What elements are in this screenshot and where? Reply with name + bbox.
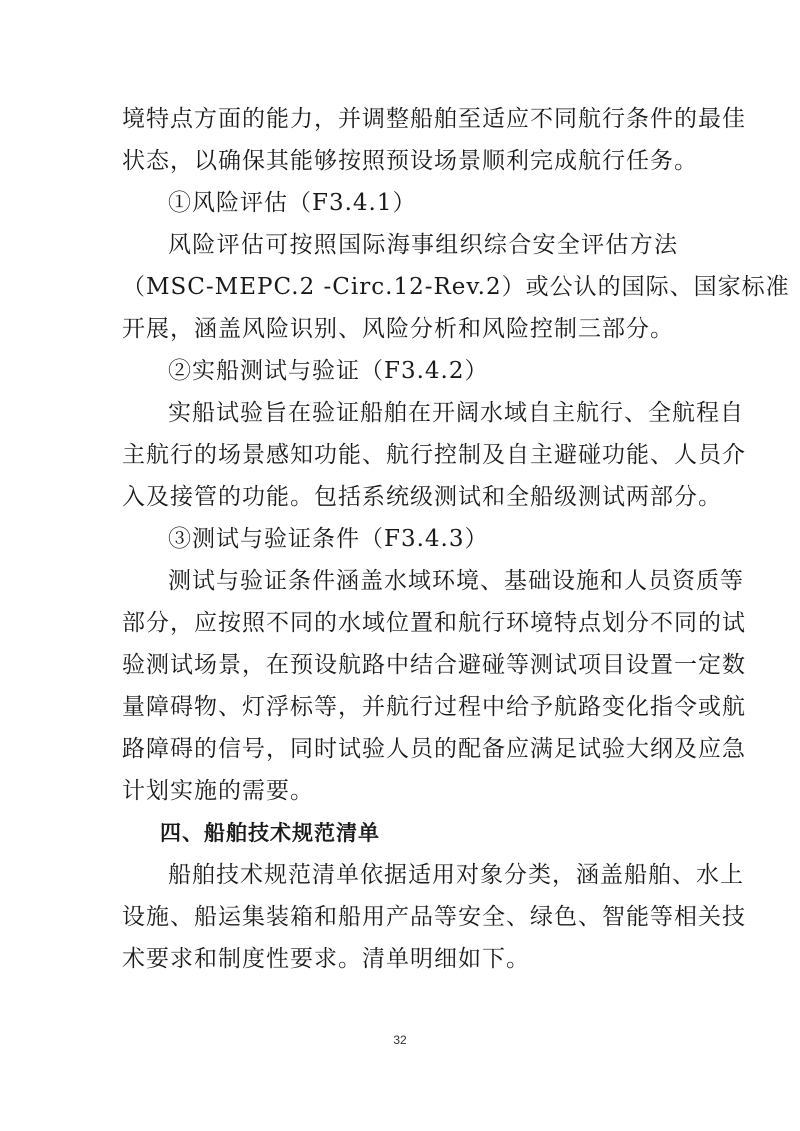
subsection-heading: ③测试与验证条件（F3.4.3）	[168, 526, 489, 552]
paragraph-line: 状态，以确保其能够按照预设场景顺利完成航行任务。	[122, 148, 698, 174]
paragraph-line: 船舶技术规范清单依据适用对象分类，涵盖船舶、水上	[168, 862, 744, 888]
paragraph-line: 计划实施的需要。	[122, 778, 314, 804]
paragraph-line: 风险评估可按照国际海事组织综合安全评估方法	[168, 232, 678, 258]
paragraph-line: 开展，涵盖风险识别、风险分析和风险控制三部分。	[122, 316, 674, 342]
paragraph-line: 术要求和制度性要求。清单明细如下。	[122, 946, 530, 972]
paragraph-line: （MSC-MEPC.2 -Circ.12-Rev.2）或公认的国际、国家标准	[122, 274, 790, 300]
paragraph-line: 验测试场景，在预设航路中结合避碰等测试项目设置一定数	[122, 652, 746, 678]
paragraph-line: 路障碍的信号，同时试验人员的配备应满足试验大纲及应急	[122, 736, 746, 762]
paragraph-line: 测试与验证条件涵盖水域环境、基础设施和人员资质等	[168, 568, 744, 594]
paragraph-line: 实船试验旨在验证船舶在开阔水域自主航行、全航程自	[168, 400, 744, 426]
page-number: 32	[393, 1033, 407, 1047]
paragraph-line: 设施、船运集装箱和船用产品等安全、绿色、智能等相关技	[122, 904, 746, 930]
paragraph-line: 主航行的场景感知功能、航行控制及自主避碰功能、人员介	[122, 442, 746, 468]
subsection-heading: ②实船测试与验证（F3.4.2）	[168, 358, 489, 384]
paragraph-line: 境特点方面的能力，并调整船舶至适应不同航行条件的最佳	[122, 106, 746, 132]
paragraph-line: 入及接管的功能。包括系统级测试和全船级测试两部分。	[122, 484, 722, 510]
paragraph-line: 量障碍物、灯浮标等，并航行过程中给予航路变化指令或航	[122, 694, 746, 720]
subsection-heading: ①风险评估（F3.4.1）	[168, 190, 417, 216]
section-heading: 四、船舶技术规范清单	[160, 821, 380, 845]
paragraph-line: 部分，应按照不同的水域位置和航行环境特点划分不同的试	[122, 610, 746, 636]
